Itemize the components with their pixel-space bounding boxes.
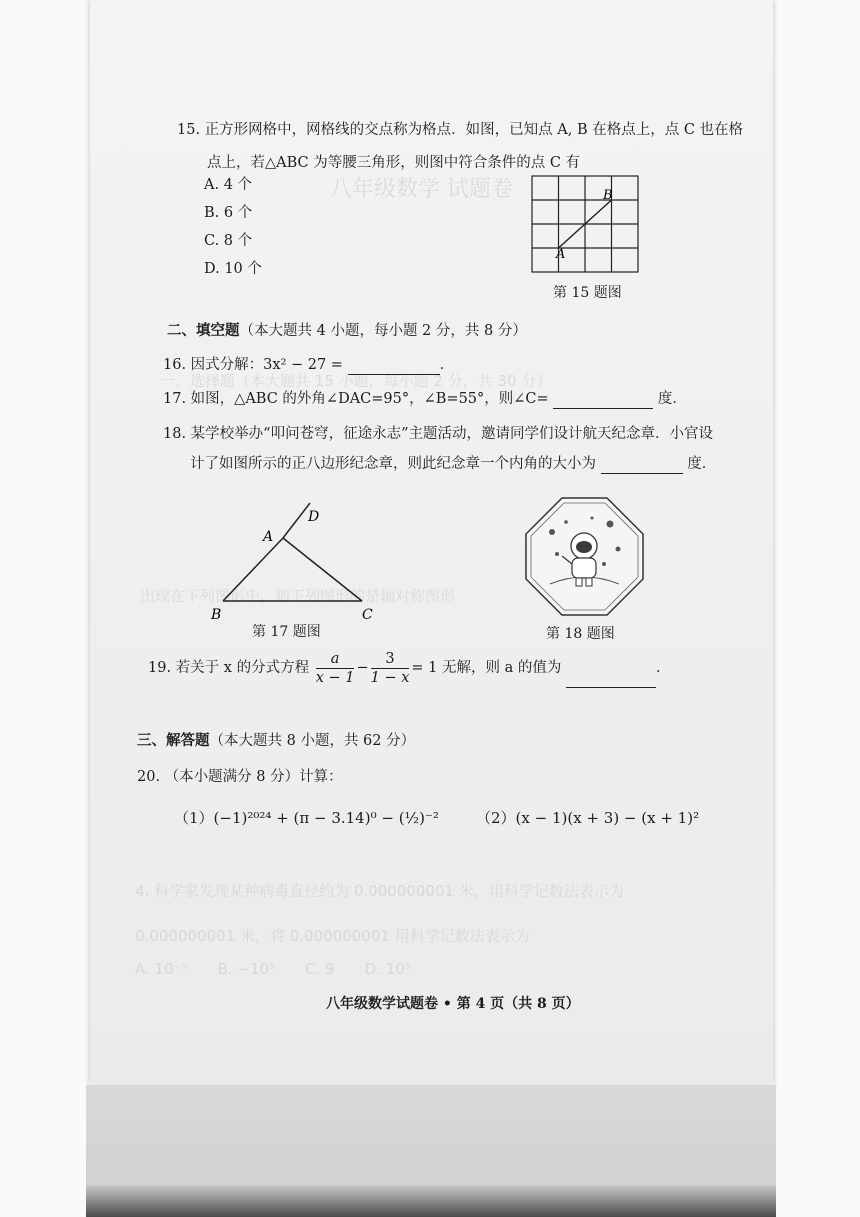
section2-heading: [167, 321, 527, 341]
bleed-through-title: 八年级数学 试题卷: [330, 177, 513, 202]
q17-triangle-figure: [200, 498, 390, 626]
q16-text: 16. 因式分解：3x² − 27 =: [163, 357, 343, 373]
bleed-through-text: 0.000000001 米，将 0.000000001 用科学记数法表示为: [135, 927, 530, 945]
q15-option-a: A. 4 个: [204, 177, 253, 193]
bleed-through-text: 4. 科学家发现某种病毒直径约为 0.000000001 米，用科学记数法表示为: [135, 882, 624, 900]
section3-note: （本大题共 8 小题，共 62 分）: [209, 733, 416, 749]
q19-fraction-2: $\frac{3}{1 - x}$: [370, 650, 410, 686]
q15-line2: 点上，若△ABC 为等腰三角形，则图中符合条件的点 C 有: [207, 155, 581, 171]
section3-heading: [137, 731, 415, 751]
q19-minus: −: [356, 660, 369, 676]
q15-grid-figure: [528, 172, 644, 278]
q15-caption: 第 15 题图: [553, 285, 622, 301]
section2-title: 二、填空题: [167, 322, 240, 339]
q20-header: 20. （本小题满分 8 分）计算：: [137, 769, 343, 785]
q15-option-d: D. 10 个: [204, 261, 262, 277]
q19-fraction-1: $\frac{a}{x - 1}$: [315, 650, 355, 686]
bleed-through-text: A. 10⁻⁹ B. −10⁹ C. 9 D. 10⁹: [135, 960, 411, 978]
triangle-label-b: B: [211, 607, 222, 623]
q18-caption: 第 18 题图: [546, 626, 615, 642]
q18-octagon-badge: [522, 494, 647, 619]
section2-note: （本大题共 4 小题，每小题 2 分，共 8 分）: [239, 323, 527, 339]
table-edge: [86, 1185, 776, 1217]
q19-line: [148, 648, 670, 688]
q20-part2: （2）(x − 1)(x + 3) − (x + 1)²: [476, 809, 700, 827]
q15-option-b: B. 6 个: [204, 205, 253, 221]
q18-line1: 18. 某学校举办“叩问苍穹，征途永志”主题活动，邀请同学们设计航天纪念章．小官设: [163, 426, 713, 442]
q18-suffix: 度．: [687, 456, 717, 472]
q15-option-c: C. 8 个: [204, 233, 253, 249]
grid-point-a: A: [556, 247, 566, 262]
q17-answer-blank[interactable]: [553, 392, 653, 409]
q20-part1: （1）(−1)²⁰²⁴ + (π − 3.14)⁰ − (½)⁻²: [174, 809, 439, 827]
q16-answer-blank[interactable]: [348, 358, 440, 375]
bleed-through-text: 出现在下列图形中，则下列图形的是轴对称图形: [140, 587, 456, 605]
grid-point-b: B: [603, 188, 613, 203]
q17-caption: 第 17 题图: [252, 624, 321, 640]
q16-line: 16. 因式分解：3x² − 27 = ．: [163, 357, 455, 373]
q17-text: 17. 如图，△ABC 的外角∠DAC=95°，∠B=55°，则∠C=: [163, 391, 549, 407]
q18-answer-blank[interactable]: [601, 457, 683, 474]
q19-answer-blank[interactable]: [566, 671, 656, 688]
q19-prefix: 19. 若关于 x 的分式方程: [148, 660, 310, 676]
triangle-label-a: A: [263, 529, 274, 545]
q18-line2: [190, 454, 716, 474]
q19-rest: = 1 无解，则 a 的值为: [411, 660, 562, 676]
page-footer: 八年级数学试题卷 • 第 4 页（共 8 页）: [326, 996, 580, 1012]
bleed-through-text: 一、选择题（本大题共 15 小题，每小题 2 分，共 30 分）: [160, 372, 552, 390]
q17-suffix: 度．: [657, 391, 687, 407]
q19-end: ．: [655, 660, 671, 676]
q17-line: [163, 389, 687, 409]
triangle-label-d: D: [308, 509, 320, 525]
q18-text: 计了如图所示的正八边形纪念章，则此纪念章一个内角的大小为: [190, 456, 596, 472]
triangle-label-c: C: [362, 607, 373, 623]
q15-line1: 15. 正方形网格中，网格线的交点称为格点．如图，已知点 A, B 在格点上，点 C 也在格: [177, 122, 744, 138]
section3-title: 三、解答题: [137, 732, 210, 749]
